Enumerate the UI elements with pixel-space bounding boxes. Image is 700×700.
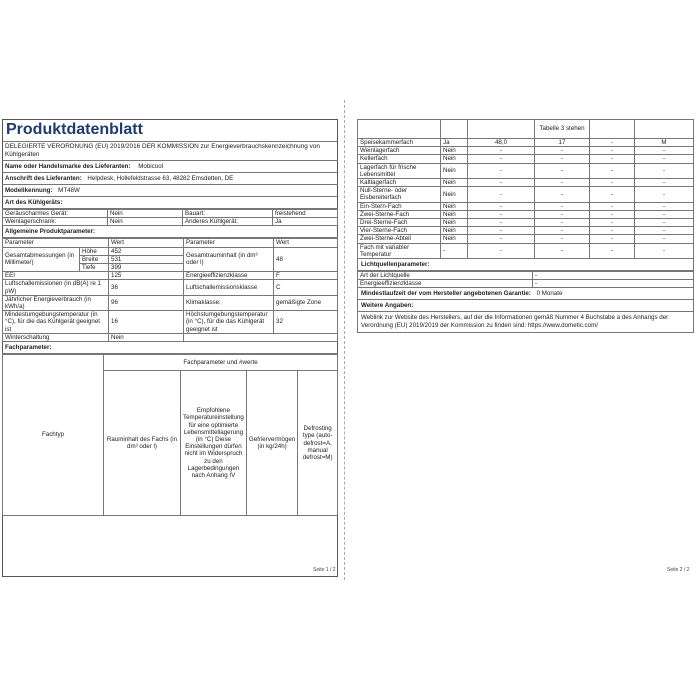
compartment-temp: -	[535, 187, 590, 202]
compartment-present: Ja	[441, 139, 468, 147]
compartment-params-label: Fachparameter und #werte	[104, 355, 338, 371]
compartment-name: Ein-Stern-Fach	[358, 202, 441, 210]
compartment-defrost: -	[635, 202, 694, 210]
width-label: Breite	[80, 255, 109, 263]
consumption-value: 96	[109, 295, 184, 310]
compartment-name: Vier-Sterne-Fach	[358, 227, 441, 235]
supplier-name-label: Name oder Handelsmarke des Lieferanten:	[5, 163, 131, 170]
other-value: Ja	[273, 218, 338, 226]
wine-label: Weinlagerschrank:	[3, 218, 108, 226]
compartment-name: Kaltlagerfach	[358, 179, 441, 187]
supplier-address-label: Anschrift des Lieferanten:	[5, 175, 82, 182]
compartment-temp: -	[535, 227, 590, 235]
compartment-name: Null-Sterne- oder Eisbereiterfach	[358, 187, 441, 202]
more-info-header: Weitere Angaben:	[357, 300, 694, 312]
supplier-address-value: Helpdesk, Hollefeldstrasse 63, 48282 Emsdetten, DE	[87, 175, 234, 182]
compartment-name: Speisekammerfach	[358, 139, 441, 147]
compartment-volume: -	[468, 179, 535, 187]
noise-label: Luftschallemissionen (in dB(A) re 1 pW)	[3, 280, 109, 295]
supplier-name-row	[2, 161, 338, 173]
compartment-present: Nein	[441, 155, 468, 163]
light-table	[357, 271, 694, 288]
compartment-temp: -	[535, 147, 590, 155]
compartment-volume: -	[468, 163, 535, 178]
compartment-present: Nein	[441, 179, 468, 187]
compartment-defrost: -	[635, 210, 694, 218]
compartment-defrost: -	[635, 219, 694, 227]
noise-class-value: C	[274, 280, 338, 295]
ref-empty-4	[590, 120, 635, 139]
compartment-freeze: -	[590, 147, 635, 155]
min-temp-label: Mindestumgebungstemperatur (in °C), für die das Kühlgerät geeignet ist	[3, 311, 109, 334]
col-volume: Rauminhalt des Fachs (in dm³ oder l)	[104, 371, 181, 516]
compartment-row	[358, 187, 694, 202]
compartment-columns-table	[2, 354, 338, 516]
page-divider	[344, 100, 345, 580]
document-title: Produktdatenblatt	[6, 121, 143, 138]
compartment-freeze: -	[590, 219, 635, 227]
min-temp-value: 16	[109, 311, 184, 334]
compartment-temp: -	[535, 210, 590, 218]
compartment-temp: -	[535, 202, 590, 210]
compartment-name: Zwei-Sterne-Abteil	[358, 235, 441, 243]
compartment-temp: -	[535, 235, 590, 243]
compartment-present: Nein	[441, 147, 468, 155]
compartment-temp: -	[535, 179, 590, 187]
climate-value: gemäßigte Zone	[274, 295, 338, 310]
winter-label: Winterschaltung	[3, 333, 109, 341]
compartment-name: Kellerfach	[358, 155, 441, 163]
compartment-volume: -	[468, 227, 535, 235]
dims-label: Gesamtabmessungen (in Millimeter)	[3, 247, 80, 272]
volume-value: 48	[274, 247, 338, 272]
more-info-text: Weblink zur Website des Herstellers, auf der die Informationen gemäß Nummer 4 Buchstabe a des Anhangs der Verordnung (EU) 2019/2019 der Kommission zu finden sind: https://www.dometic.com/	[357, 312, 694, 333]
compartment-freeze: -	[590, 243, 635, 258]
energy-class-label: Energieeffizienzklasse	[184, 272, 274, 280]
design-label: Bauart:	[183, 210, 273, 218]
compartment-volume: -	[468, 202, 535, 210]
max-temp-value: 32	[274, 311, 338, 334]
page-one-footer: Seite 1 / 2	[313, 567, 336, 573]
compartment-defrost: -	[635, 147, 694, 155]
table-reference: Tabelle 3 stehen	[535, 120, 590, 139]
compartment-defrost: -	[635, 243, 694, 258]
compartment-temp: -	[535, 243, 590, 258]
compartment-row	[358, 179, 694, 187]
compartment-volume: -	[468, 243, 535, 258]
compartment-volume: -	[468, 155, 535, 163]
page-two-footer: Seite 2 / 2	[667, 567, 690, 573]
compartment-temp: -	[535, 163, 590, 178]
light-class-value: -	[533, 280, 694, 288]
col-temp: Empfohlene Temperatureinstellung für eine optimierte Lebensmittellagerung (in °C) Diese Einstellungen dürfen nicht im Widerspruch zu den Lagerbedingungen nach Anhang IV	[181, 371, 247, 516]
compartment-values-table	[357, 119, 694, 259]
supplier-name-value: Mobicool	[138, 163, 164, 170]
compartment-volume: -	[468, 147, 535, 155]
compartment-defrost: -	[635, 163, 694, 178]
compartment-present: Nein	[441, 187, 468, 202]
compartment-row	[358, 219, 694, 227]
design-value: freistehend	[273, 210, 338, 218]
supplier-address-row	[2, 173, 338, 185]
light-type-label: Art der Lichtquelle	[358, 272, 533, 280]
compartment-freeze: -	[590, 235, 635, 243]
winter-value: Nein	[109, 333, 184, 341]
ref-empty-3	[468, 120, 535, 139]
compartment-defrost: -	[635, 227, 694, 235]
value-col-header-2: Wert	[274, 239, 338, 247]
compartment-present: Nein	[441, 202, 468, 210]
compartment-freeze: -	[590, 139, 635, 147]
compartment-volume: -	[468, 187, 535, 202]
model-value: MT48W	[58, 187, 80, 194]
light-type-value: -	[533, 272, 694, 280]
compartment-name: Weinlagerfach	[358, 147, 441, 155]
compartment-row	[358, 202, 694, 210]
warranty-row	[357, 288, 694, 300]
max-temp-label: Höchstumgebungstemperatur (in °C), für die das Kühlgerät geeignet ist	[184, 311, 274, 334]
compartment-defrost: -	[635, 235, 694, 243]
param-col-header-2: Parameter	[184, 239, 274, 247]
quiet-label: Geräuscharmes Gerät:	[3, 210, 108, 218]
value-col-header: Wert	[109, 239, 184, 247]
noise-value: 36	[109, 280, 184, 295]
col-defrost: Defrosting type (auto-defrost=A, manual defrost=M)	[298, 371, 338, 516]
compartment-defrost: -	[635, 187, 694, 202]
height-label: Höhe	[80, 247, 109, 255]
compartment-header: Fachparameter:	[2, 342, 338, 354]
compartment-row	[358, 155, 694, 163]
warranty-value: 0 Monate	[536, 290, 563, 298]
energy-class-value: F	[274, 272, 338, 280]
width-value: 531	[109, 255, 184, 263]
compartment-volume: -	[468, 219, 535, 227]
volume-label: Gesamtrauminhalt (in dm³ oder l)	[184, 247, 274, 272]
compartment-row	[358, 147, 694, 155]
compartment-volume: -	[468, 210, 535, 218]
compartment-name: Fach mit variabler Temperatur	[358, 243, 441, 258]
compartment-row	[358, 235, 694, 243]
light-class-label: Energieeffizienzklasse	[358, 280, 533, 288]
compartment-temp: -	[535, 155, 590, 163]
wine-value: Nein	[108, 218, 183, 226]
compartment-row	[358, 227, 694, 235]
compartment-defrost: -	[635, 155, 694, 163]
model-row	[2, 185, 338, 197]
compartment-freeze: -	[590, 187, 635, 202]
compartment-row	[358, 139, 694, 147]
quiet-value: Nein	[108, 210, 183, 218]
compartment-name: Drei-Sterne-Fach	[358, 219, 441, 227]
ref-empty-1	[358, 120, 441, 139]
appliance-type-header: Art des Kühlgeräts:	[2, 197, 338, 209]
compartment-present: Nein	[441, 163, 468, 178]
model-label: Modellkennung:	[5, 187, 53, 194]
eei-label: EEI	[3, 272, 109, 280]
eei-value: 125	[109, 272, 184, 280]
compartment-freeze: -	[590, 210, 635, 218]
compartment-volume: -	[468, 235, 535, 243]
compartment-volume: 48,0	[468, 139, 535, 147]
light-header: Lichtquellenparameter:	[357, 259, 694, 271]
compartment-row	[358, 163, 694, 178]
other-label: Anderes Kühlgerät:	[183, 218, 273, 226]
compartment-name: Zwei-Sterne-Fach	[358, 210, 441, 218]
compartment-row	[358, 210, 694, 218]
compartment-freeze: -	[590, 163, 635, 178]
ref-empty-5	[635, 120, 694, 139]
height-value: 452	[109, 247, 184, 255]
compartment-freeze: -	[590, 227, 635, 235]
compartment-present: Nein	[441, 210, 468, 218]
noise-class-label: Luftschallemissionsklasse	[184, 280, 274, 295]
compartment-present: Nein	[441, 219, 468, 227]
compartment-temp: -	[535, 219, 590, 227]
compartment-name: Lagerfach für frische Lebensmittel	[358, 163, 441, 178]
compartment-present: Nein	[441, 227, 468, 235]
warranty-label: Mindestlaufzeit der vom Hersteller angebotenen Garantie:	[361, 290, 531, 298]
general-params-header: Allgemeine Produktparameter:	[2, 226, 338, 238]
compartment-present: -	[441, 243, 468, 258]
climate-label: Klimaklasse:	[184, 295, 274, 310]
page-one	[0, 0, 340, 700]
compartment-row	[358, 243, 694, 258]
ref-empty-2	[441, 120, 468, 139]
col-type: Fachtyp	[3, 355, 104, 516]
compartment-temp: 17	[535, 139, 590, 147]
compartment-freeze: -	[590, 202, 635, 210]
col-freeze: Gefriervermögen (in kg/24h)	[246, 371, 297, 516]
compartment-present: Nein	[441, 235, 468, 243]
compartment-defrost: -	[635, 179, 694, 187]
param-col-header: Parameter	[3, 239, 109, 247]
depth-value: 399	[109, 264, 184, 272]
page-two	[355, 0, 700, 700]
appliance-type-table	[2, 209, 338, 226]
general-params-table	[2, 238, 338, 342]
regulation-text: DELEGIERTE VERORDNUNG (EU) 2019/2016 DER KOMMISSION zur Energieverbrauchskennzeichnung von Kühlgeräten	[2, 142, 338, 161]
depth-label: Tiefe	[80, 264, 109, 272]
compartment-defrost: M	[635, 139, 694, 147]
compartment-freeze: -	[590, 155, 635, 163]
winter-empty	[184, 333, 338, 341]
compartment-freeze: -	[590, 179, 635, 187]
consumption-label: Jährlicher Energieverbrauch (in kWh/a)	[3, 295, 109, 310]
